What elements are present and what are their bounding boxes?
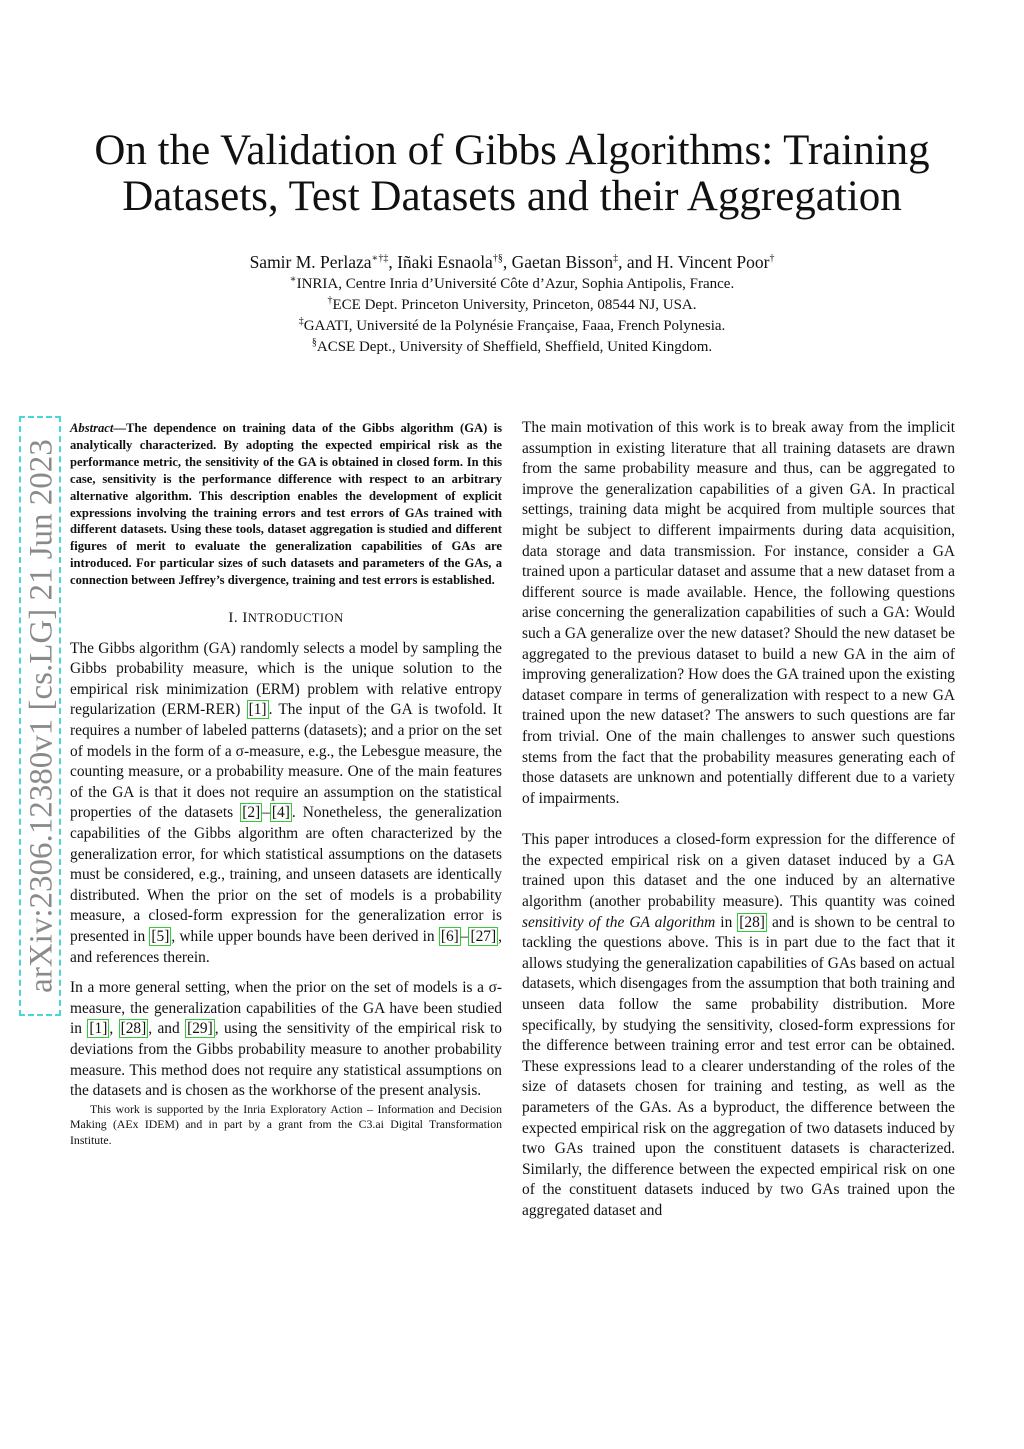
- citation-link[interactable]: [28]: [120, 1020, 147, 1038]
- author-marks: †: [769, 253, 775, 265]
- abstract: [70, 420, 502, 589]
- emphasis-term: sensitivity of the GA algorithm: [522, 913, 716, 931]
- author-list: [60, 250, 964, 274]
- citation-link[interactable]: [2]: [242, 804, 261, 822]
- section-number: I.: [228, 610, 243, 627]
- affiliation: [60, 316, 964, 337]
- author-name: Iñaki Esnaola: [397, 252, 493, 272]
- author-name: Gaetan Bisson: [511, 252, 614, 272]
- citation-link[interactable]: [27]: [470, 927, 497, 945]
- affiliation-mark: §: [311, 337, 317, 348]
- citation-link[interactable]: [28]: [739, 913, 765, 931]
- abstract-label: Abstract: [70, 421, 114, 435]
- affiliation-text: INRIA, Centre Inria d’Université Côte d’Azur, Sophia Antipolis, France.: [296, 276, 735, 292]
- citation-link[interactable]: [29]: [187, 1020, 213, 1038]
- intro-paragraph-2: In a more general setting, when the prior on the set of models is a σ-measure, the generalization capabilities of the GA have been studied in [1] , [28] , and [29] , using the sensitivity of the empirical risk to deviations from the Gibbs probability measure to another probability measure. This method does not require any statistical assumptions on the datasets and is chosen as the workhorse of the present analysis.: [70, 979, 503, 1100]
- section-rest: NTRODUCTION: [247, 611, 344, 626]
- author-marks: †§: [492, 253, 503, 265]
- affiliation-text: ECE Dept. Princeton University, Princeton, 08544 NJ, USA.: [332, 297, 697, 313]
- section-initial: I: [242, 610, 248, 627]
- affiliation-text: GAATI, Université de la Polynésie Française, Faaa, French Polynesia.: [303, 318, 726, 334]
- author-separator: ,: [502, 252, 512, 272]
- title-line-1: On the Validation of Gibbs Algorithms: Training: [94, 127, 930, 174]
- affiliation-text: ACSE Dept., University of Sheffield, Sheffield, United Kingdom.: [316, 339, 713, 355]
- citation-link[interactable]: [4]: [271, 804, 290, 822]
- paper-title: [60, 128, 964, 220]
- title-line-2: Datasets, Test Datasets and their Aggregation: [122, 173, 902, 220]
- paragraph-gap: [522, 809, 955, 830]
- author-separator: , and: [618, 252, 657, 272]
- affiliation: [60, 274, 964, 295]
- citation-link[interactable]: [6]: [440, 927, 459, 945]
- citation-link[interactable]: [5]: [151, 927, 170, 945]
- citation-link[interactable]: [1]: [248, 701, 267, 719]
- section-heading-introduction: [70, 608, 502, 629]
- author-name: H. Vincent Poor: [656, 252, 770, 272]
- affiliation-mark: ‡: [298, 316, 304, 327]
- funding-footnote: This work is supported by the Inria Exploratory Action – Information and Decision Making (AEx IDEM) and in part by a grant from the C3.ai Digital Transformation Institute.: [70, 1101, 502, 1147]
- author-name: Samir M. Perlaza: [249, 252, 372, 272]
- citation-link[interactable]: [1]: [89, 1020, 108, 1038]
- author-marks: ‡: [613, 253, 619, 265]
- abstract-dash: —: [113, 421, 126, 435]
- affiliation: [60, 295, 964, 316]
- left-column: [70, 420, 502, 1148]
- intro-paragraph-1: The Gibbs algorithm (GA) randomly selects a model by sampling the Gibbs probability measure, which is the unique solution to the empirical risk minimization (ERM) problem with relative entropy regularization (ERM-RER) [1] . The input of the GA is twofold. It requires a number of labeled patterns (datasets); and a prior on the set of models in the form of a σ-measure, e.g., the Lebesgue measure, the counting measure, or a probability measure. One of the main features of the GA is that it does not require an assumption on the statistical properties of the datasets [2] – [4] . Nonetheless, the generalization capabilities of the Gibbs algorithm are often characterized by the generalization error, for which statistical assumptions on the datasets must be considered, e.g., training, and unseen datasets are identically distributed. When the prior on the set of models is a probability measure, a closed-form expression for the generalization error is presented in [5] , while upper bounds have been derived in [6] – [27] , and references therein.: [70, 639, 502, 966]
- affiliation-mark: †: [327, 295, 333, 306]
- arxiv-stamp: arXiv:2306.12380v1 [cs.LG] 21 Jun 2023: [23, 439, 60, 993]
- motivation-paragraph: The main motivation of this work is to break away from the implicit assumption in existing literature that all training datasets are drawn from the same probability measure and thus, can be aggregated to improve the generalization capabilities of a given GA. In practical settings, training data might be acquired from multiple sources that might be subject to different impairments during data acquisition, data storage and data transmission. For instance, consider a GA trained upon a particular dataset and assume that a new dataset from a different source is made available. Hence, the following questions arise concerning the generalization capabilities of such a GA: Would such a GA generalize over the new dataset? Should the new dataset be aggregated to the previous dataset to build a new GA in the aim of improving generalization? How does the GA trained upon the existing dataset compare in terms of generalization with respect to a new GA trained upon the new dataset? The answers to such questions are far from trivial. One of the main challenges to answer such questions stems from the fact that the probability measures generating each of those datasets are unknown and potentially different due to a variety of impairments.: [522, 419, 955, 807]
- affiliation: [60, 337, 964, 358]
- affiliation-mark: ∗: [289, 274, 297, 285]
- paragraph-gap: [70, 968, 502, 978]
- abstract-text: The dependence on training data of the Gibbs algorithm (GA) is analytically characterized. By adopting the expected empirical risk as the performance metric, the sensitivity of the GA is obtained in closed form. In this case, sensitivity is the performance difference with respect to an arbitrary alternative algorithm. This description enables the development of explicit expressions involving the training errors and test errors of GAs trained with different datasets. Using these tools, dataset aggregation is studied and different figures of merit to evaluate the generalization capabilities of GAs are introduced. For particular sizes of such datasets and parameters of the GAs, a connection between Jeffrey’s divergence, training and test errors is established.: [70, 421, 502, 588]
- contribution-paragraph: This paper introduces a closed-form expression for the difference of the expected empirical risk on a given dataset induced by a GA trained upon this dataset and the one induced by an alternative algorithm (another probability measure). This quantity was coined sensitivity of the GA algorithm in [28] and is shown to be central to tackling the questions above. This is in part due to the fact that it allows studying the generalization capabilities of GAs based on actual datasets, which disengages from the assumption that both training and unseen data follow the same probability distribution. More specifically, by studying the sensitivity, closed-form expressions for the difference between training error and test error can be obtained. These expressions lead to a clearer understanding of the roles of the size of datasets chosen for training and testing, as well as the parameters of the GAs. As a byproduct, the difference between the expected empirical risk on the aggregation of two datasets induced by two GAs trained upon the constituent datasets is characterized. Similarly, the difference between the expected empirical risk on one of the constituent datasets induced by two GAs trained upon the aggregated dataset and: [522, 831, 955, 1219]
- author-marks: ∗†‡: [371, 253, 389, 265]
- author-separator: ,: [388, 252, 398, 272]
- right-column: [522, 418, 955, 1222]
- affiliation-list: [60, 274, 964, 358]
